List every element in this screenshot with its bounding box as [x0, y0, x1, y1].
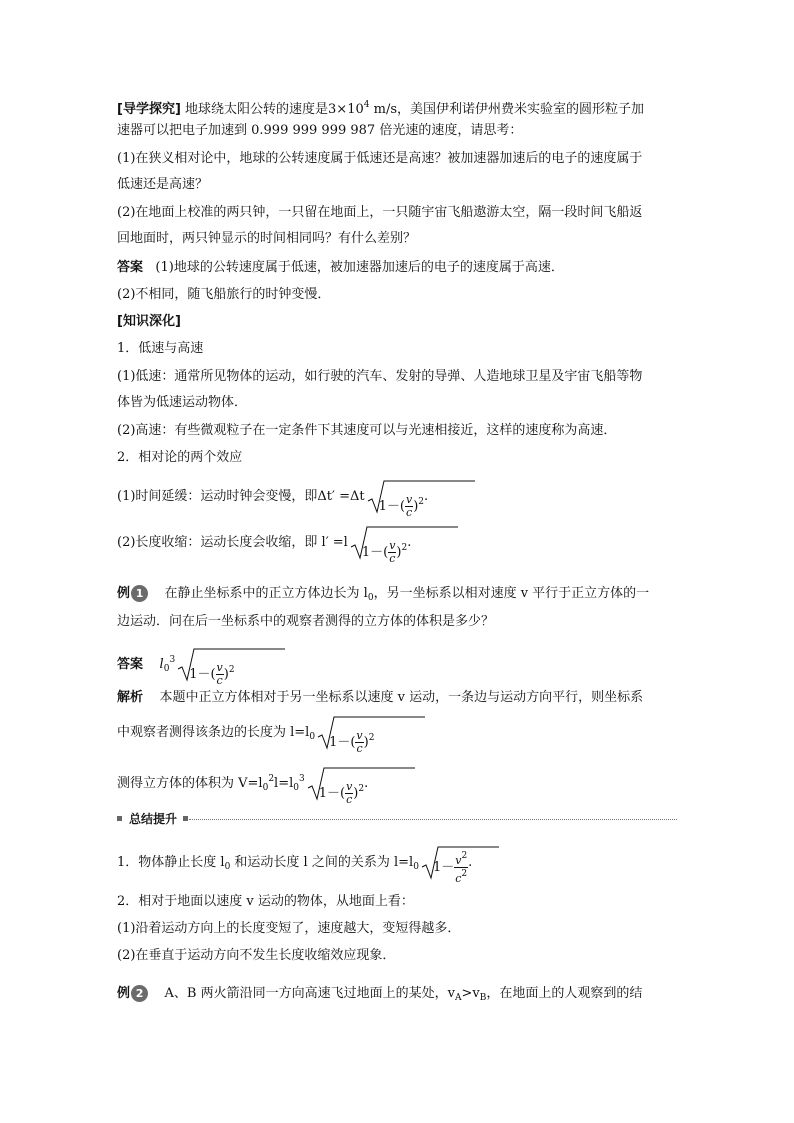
summary-p1: 1．物体静止长度 $l_0$ 和运动长度 l 之间的关系为 $l=l_0$ 1－ $\frac{v^2}{c^2}$ . — [117, 844, 684, 882]
example-1-analysis-1: 解析 本题中正立方体相对于另一坐标系以速度 v 运动，一条边与运动方向平行，则坐标系 — [117, 690, 644, 705]
knowledge-s1-p1-b: 体皆为低速运动物体． — [117, 395, 248, 410]
answer-label: 答案 — [117, 260, 144, 275]
knowledge-s1-p2: (2)高速：有些微观粒子在一定条件下其速度可以与光速相接近，这样的速度称为高速． — [117, 423, 617, 438]
guide-q1-line-1: (1)在狭义相对论中，地球的公转速度属于低速还是高速？被加速器加速后的电子的速度属于 — [117, 151, 643, 166]
example-1-analysis-3: 测得立方体的体积为 $V=l_0^2l=l_0^3$ 1－( $\frac{v}{c}$ )$^2$. — [117, 760, 684, 798]
knowledge-s1-p1-a: (1)低速：通常所见物体的运动，如行驶的汽车、发射的导弹、人造地球卫星及宇宙飞船等物 — [117, 369, 643, 384]
example-1-answer: 答案 $l_0^3$ 1－( $\frac{v}{c}$ )$^2$ — [117, 641, 684, 679]
guide-answer-1: 答案 (1)地球的公转速度属于低速，被加速器加速后的电子的速度属于高速． — [117, 260, 564, 275]
knowledge-s2-title: 2．相对论的两个效应 — [117, 450, 243, 465]
summary-p2: 2．相对于地面以速度 v 运动的物体，从地面上看： — [117, 894, 414, 909]
length-contraction-formula: (2)长度收缩：运动长度会收缩，即 l′ =l 1－( $\frac{v}{c}$ )$^2$. — [117, 524, 684, 562]
example-1-line-2: 边运动．问在后一坐标系中的观察者测得的立方体的体积是多少？ — [117, 614, 495, 629]
example-1-line-1: 例 1 在静止坐标系中的正立方体边长为 $l_0$，另一坐标系以相对速度 v 平行于正立方体的一 — [117, 586, 650, 603]
sqrt-symbol: 1－( $\frac{v}{c}$ )$^2$ — [317, 715, 374, 751]
guide-heading: [导学探究] — [117, 102, 181, 117]
summary-p4: (2)在垂直于运动方向不发生长度收缩效应现象． — [117, 948, 396, 963]
guide-answer-2: (2)不相同，随飞船旅行的时钟变慢． — [117, 287, 331, 302]
knowledge-heading: [知识深化] — [117, 314, 181, 329]
sqrt-symbol: 1－( $\frac{v}{c}$ )$^2$ — [350, 525, 407, 561]
guide-intro-line-1: [导学探究] 地球绕太阳公转的速度是$3\times 10^4$ m/s，美国伊利诺伊州费米实验室的圆形粒子加 — [117, 100, 644, 117]
summary-p3: (1)沿着运动方向上的长度变短了，速度越大，变短得越多． — [117, 921, 461, 936]
sqrt-symbol: 1－ $\frac{v^2}{c^2}$ — [421, 845, 468, 881]
example-number-badge: 1 — [131, 585, 148, 602]
guide-intro-line-2: 速器可以把电子加速到 0.999 999 999 987 倍光速的速度，请思考： — [117, 123, 523, 138]
sqrt-symbol: 1－( $\frac{v}{c}$ )$^2$ — [367, 479, 424, 515]
example-1-analysis-2: 中观察者测得该条边的长度为 $l=l_0$ 1－( $\frac{v}{c}$ )$^2$ — [117, 714, 684, 752]
knowledge-s1-title: 1．低速与高速 — [117, 341, 204, 356]
summary-divider — [117, 810, 677, 828]
time-dilation-formula: (1)时间延缓：运动时钟会变慢，即Δt′ =Δt 1－( $\frac{v}{c}$ )$^2$. — [117, 478, 684, 516]
guide-q2-line-2: 回地面时，两只钟显示的时间相同吗？有什么差别？ — [117, 231, 417, 246]
guide-q2-line-1: (2)在地面上校准的两只钟，一只留在地面上，一只随宇宙飞船遨游太空，隔一段时间飞船返 — [117, 205, 643, 220]
example-number-badge: 2 — [131, 985, 148, 1002]
sqrt-symbol: 1－( $\frac{v}{c}$ )$^2$ — [177, 647, 234, 683]
guide-q1-line-2: 低速还是高速？ — [117, 177, 209, 192]
summary-label: 总结提升 — [129, 812, 178, 826]
sqrt-symbol: 1－( $\frac{v}{c}$ )$^2$ — [307, 766, 364, 802]
example-2-line-1: 例 2 A、B 两火箭沿同一方向高速飞过地面上的某处，$v_A>v_B$，在地面上的人观察到的结 — [117, 986, 643, 1003]
